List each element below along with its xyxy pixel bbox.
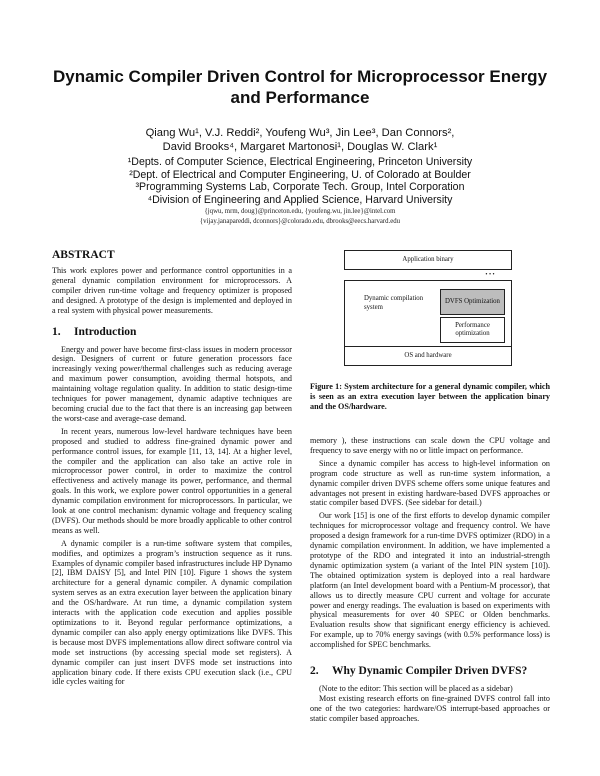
paragraph: memory ), these instructions can scale down the CPU voltage and frequency to save energy with no or little impact on performance. <box>310 436 550 455</box>
abstract-heading: ABSTRACT <box>52 249 115 261</box>
section-heading <box>310 664 550 678</box>
paragraph: Energy and power have become first-class issues in modern processor design. Designers of current or future generation processors face increasingly vexing power/thermal challenges such as reducing average and maximum power consumption, avoiding thermal hotspots, and maintaining voltage regulation quality. In addition to static design-time techniques for power management, dynamic adaptive techniques are becoming crucial due to the fact that there is an increasing gap between the worst-case and average-case demand. <box>52 344 292 423</box>
figure-caption: Figure 1: System architecture for a general dynamic compiler, which is seen as an extra execution layer between the application binary and the OS/hardware. <box>310 382 550 411</box>
affiliation-list <box>40 156 560 206</box>
paragraph: (Note to the editor: This section will be placed as a sidebar) <box>319 684 513 694</box>
email-list <box>40 207 560 227</box>
ellipsis: • • • <box>485 272 495 278</box>
author-line: Qiang Wu¹, V.J. Reddi², Youfeng Wu³, Jin Lee³, Dan Connors², <box>145 127 455 139</box>
paragraph: Our work [15] is one of the first efforts to develop dynamic compiler techniques for microprocessor voltage and frequency control. We have proposed a design framework for a run-time DVFS optimizer (RDO) in a dynamic compilation environment. In addition, we have implemented a prototype of the RDO and integrated it into an industrial-strength dynamic optimization system (a variant of the Intel PIN system [10]). The obtained optimization system is deployed into a real hardware platform (an Intel development board with a Pentium-M processor), that allows us to directly measure CPU current and voltage for accurate power and energy readings. The evaluation is based on experiments with physical measurements for over 40 SPEC or Olden benchmarks. Evaluation results show that significant energy efficiency is achieved. For example, up to 70% energy savings (with 0.5% performance loss) is accomplished for SPEC benchmarks. <box>310 511 550 650</box>
section-title: Introduction <box>74 325 137 338</box>
dynamic-compilation-label: Dynamic compilation system <box>364 295 424 311</box>
paragraph: In recent years, numerous low-level hardware techniques have been proposed and studied to address fine-grained dynamic power and performance control issues, for example [11, 13, 14]. At a higher level, the compiler and the application can also take an active role in microprocessor power control, in order to maximize the control effectiveness and actively manage its power, performance, and thermal goals. In this work, we explore power control opportunities in a general dynamic compilation environment for microprocessors. In particular, we look at one control mechanism: dynamic voltage and frequency scaling (DVFS). Our methods should be more broadly applicable to other control means as well. <box>52 426 292 535</box>
paragraph: Since a dynamic compiler has access to high-level information on program code structure as well as run-time system information, a dynamic compiler driven DVFS scheme offers some unique features and advantages not present in existing hardware-based DVFS approaches or static compiler based DVFS. (See sidebar for detail.) <box>310 458 550 508</box>
right-column <box>310 436 550 724</box>
email-line: {vijay.janapareddi, dconnors}@colorado.edu, dbrooks@eecs.harvard.edu <box>199 218 401 225</box>
abstract-text: This work explores power and performance control opportunities in a general dynamic compilation environment for microprocessors. A compiler driven run-time voltage and frequency optimizer is proposed and designed. A prototype of the design is implemented and deployed in a real system with physical power measurements. <box>52 266 292 315</box>
email-line: {jqwu, mrm, doug}@princeton.edu, {youfeng.wu, jin.lee}@intel.com <box>204 208 396 215</box>
section-number: 2. <box>310 665 319 678</box>
affiliation: ¹Depts. of Computer Science, Electrical Engineering, Princeton University <box>127 156 473 168</box>
left-column <box>52 248 292 687</box>
dvfs-optimization-box: DVFS Optimization <box>440 289 505 315</box>
system-architecture-figure <box>344 250 512 366</box>
paragraph: Most existing research efforts on fine-grained DVFS control fall into one of the two categories: hardware/OS interrupt-based approaches or static compiler based approaches. <box>310 693 550 723</box>
author-line: David Brooks⁴, Margaret Martonosi¹, Douglas W. Clark¹ <box>162 141 438 153</box>
section-title: Why Dynamic Compiler Driven DVFS? <box>332 665 528 678</box>
os-hardware-box: OS and hardware <box>344 346 512 366</box>
affiliation: ⁴Division of Engineering and Applied Science, Harvard University <box>147 193 453 206</box>
performance-optimization-box: Performance optimization <box>440 317 505 343</box>
affiliation: ³Programming Systems Lab, Corporate Tech. Group, Intel Corporation <box>135 181 465 193</box>
paper-title: Dynamic Compiler Driven Control for Microprocessor Energy and Performance <box>52 67 548 107</box>
section-heading <box>52 325 292 339</box>
section-number: 1. <box>52 325 61 338</box>
affiliation: ²Dept. of Electrical and Computer Engineering, U. of Colorado at Boulder <box>129 168 471 181</box>
application-binary-box: Application binary <box>344 250 512 270</box>
author-list <box>40 126 560 154</box>
paragraph: A dynamic compiler is a run-time software system that compiles, modifies, and optimizes a program’s instruction sequence as it runs. Examples of dynamic compiler based infrastructures include HP Dynamo [2], IBM DAISY [5], and Intel PIN [10]. Figure 1 shows the system architecture for a general dynamic compiler. A dynamic compilation system serves as an extra execution layer between the application binary and the OS/hardware. At run time, a dynamic compilation system interacts with the application code execution and applies possible optimizations to it. Beyond regular performance optimizations, a dynamic compiler can also apply energy optimizations like DVFS. This is because most DVFS implementations allow direct software control via mode set instructions (by accessing special mode set registers). A dynamic compiler can just insert DVFS mode set instructions into application binary code. If there exists CPU execution slack (i.e., CPU idle cycles waiting for <box>52 538 292 687</box>
